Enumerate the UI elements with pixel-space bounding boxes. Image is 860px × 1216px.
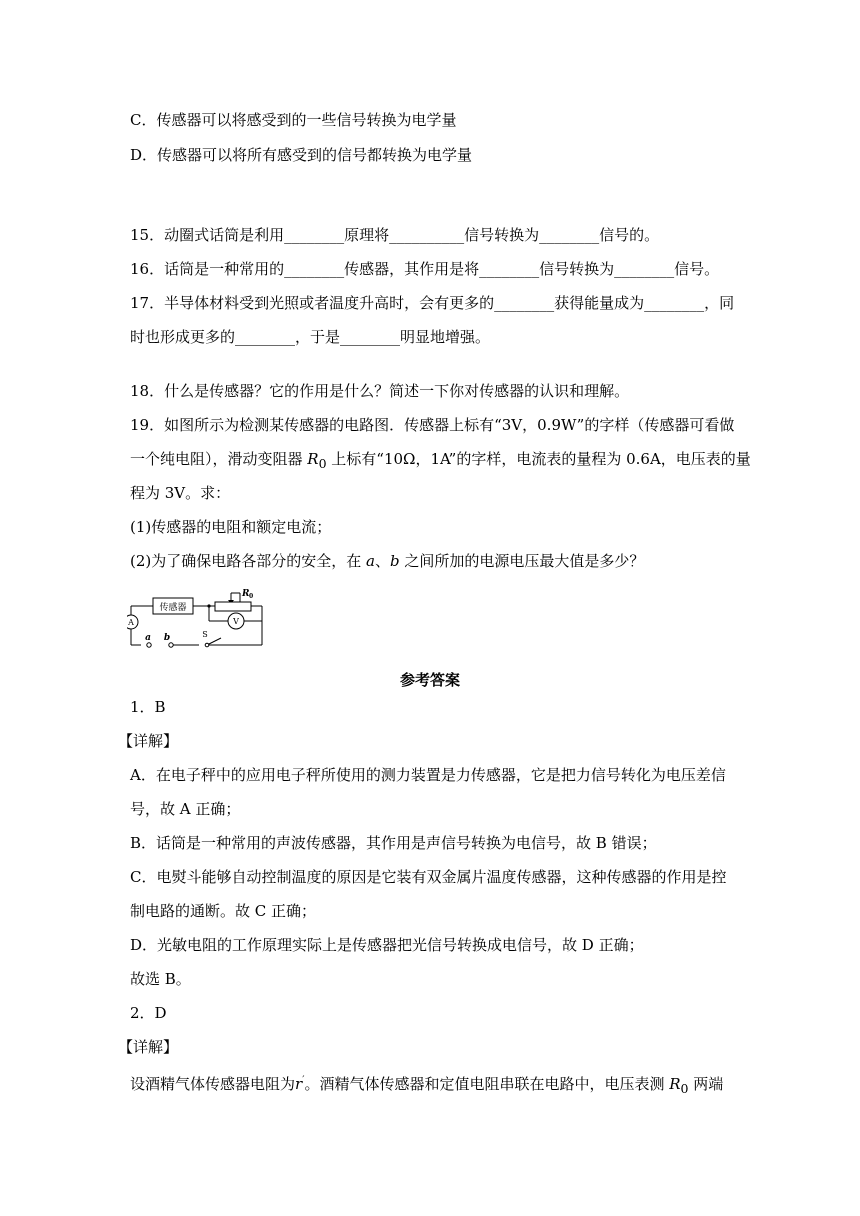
terminal-a-dot	[147, 643, 151, 647]
prime-mark: ′	[302, 1075, 305, 1086]
detail-label-2: 【详解】	[118, 1038, 179, 1056]
detail-label-1: 【详解】	[118, 732, 179, 750]
question-19-line-3: 程为 3V。求：	[130, 484, 231, 502]
r0-subscript: 0	[318, 456, 327, 471]
question-16: 16．话筒是一种常用的________传感器，其作用是将________信号转换为________信号。	[130, 260, 720, 278]
option-c: C．传感器可以将感受到的一些信号转换为电学量	[130, 111, 457, 129]
answer-1: 1．B	[130, 698, 166, 716]
question-18: 18．什么是传感器？它的作用是什么？简述一下你对传感器的认识和理解。	[130, 382, 630, 400]
circuit-diagram	[127, 586, 269, 660]
var-a: a	[366, 552, 375, 570]
switch-label: S	[202, 630, 208, 639]
a2-text-c: 两端	[688, 1075, 724, 1093]
r0-subscript-2: 0	[680, 1081, 689, 1096]
q19p2-text-a: (2)为了确保电路各部分的安全，在	[130, 552, 367, 570]
terminal-b-label: b	[163, 633, 171, 643]
r0-symbol-2: R	[669, 1075, 681, 1093]
r0-label: R	[242, 589, 250, 599]
a2-text-a: 设酒精气体传感器电阻为	[130, 1075, 296, 1093]
r-prime-symbol: r	[295, 1075, 303, 1093]
terminal-b-dot	[169, 643, 173, 647]
question-17-line-1: 17．半导体材料受到光照或者温度升高时，会有更多的________获得能量成为________，同	[130, 294, 735, 312]
r0-label-sub: 0	[249, 593, 254, 600]
question-17-line-2: 时也形成更多的________，于是________明显地增强。	[130, 328, 491, 346]
sensor-label: 传感器	[159, 603, 187, 613]
question-15: 15．动圈式话筒是利用________原理将__________信号转换为________信号的。	[130, 226, 660, 244]
answer-1-d: D．光敏电阻的工作原理实际上是传感器把光信号转换成电信号，故 D 正确；	[130, 936, 644, 954]
answer-2: 2．D	[130, 1004, 167, 1022]
r0-symbol: R	[307, 450, 319, 468]
q19p2-sep: 、	[374, 552, 390, 570]
answer-1-a-line-2: 号，故 A 正确；	[130, 800, 241, 818]
question-19-part-1: (1)传感器的电阻和额定电流；	[130, 518, 332, 536]
a2-text-b: 。酒精气体传感器和定值电阻串联在电路中，电压表测	[304, 1075, 670, 1093]
answers-heading: 参考答案	[399, 671, 460, 689]
terminal-a-label: a	[145, 633, 151, 643]
answer-2-text	[130, 1071, 723, 1099]
q19p2-text-b: 之间所加的电源电压最大值是多少？	[399, 552, 645, 570]
option-d: D．传感器可以将所有感受到的信号都转换为电学量	[130, 146, 473, 164]
q19-text-a: 一个纯电阻），滑动变阻器	[130, 450, 308, 468]
answer-1-choice: 故选 B。	[130, 970, 191, 988]
question-19-line-2	[130, 449, 751, 474]
answer-1-a-line-1: A．在电子秤中的应用电子秤所使用的测力装置是力传感器，它是把力信号转化为电压差信	[130, 766, 726, 784]
question-19-line-1: 19．如图所示为检测某传感器的电路图．传感器上标有“3V，0.9W”的字样（传感器可看做	[130, 416, 735, 434]
answer-1-c-line-2: 制电路的通断。故 C 正确；	[130, 902, 317, 920]
ammeter-label: A	[128, 618, 134, 627]
answer-1-c-line-1: C．电熨斗能够自动控制温度的原因是它装有双金属片温度传感器，这种传感器的作用是控	[130, 868, 727, 886]
junction-dot	[207, 604, 210, 607]
q19-text-b: 上标有“10Ω，1A”的字样，电流表的量程为 0.6A，电压表的量	[326, 450, 751, 468]
var-b: b	[390, 552, 400, 570]
question-19-part-2	[130, 551, 644, 571]
voltmeter-label: V	[233, 617, 239, 626]
r0-resistor	[215, 602, 251, 611]
answer-1-b: B．话筒是一种常用的声波传感器，其作用是声信号转换为电信号，故 B 错误；	[130, 834, 657, 852]
switch-pivot	[205, 643, 209, 647]
